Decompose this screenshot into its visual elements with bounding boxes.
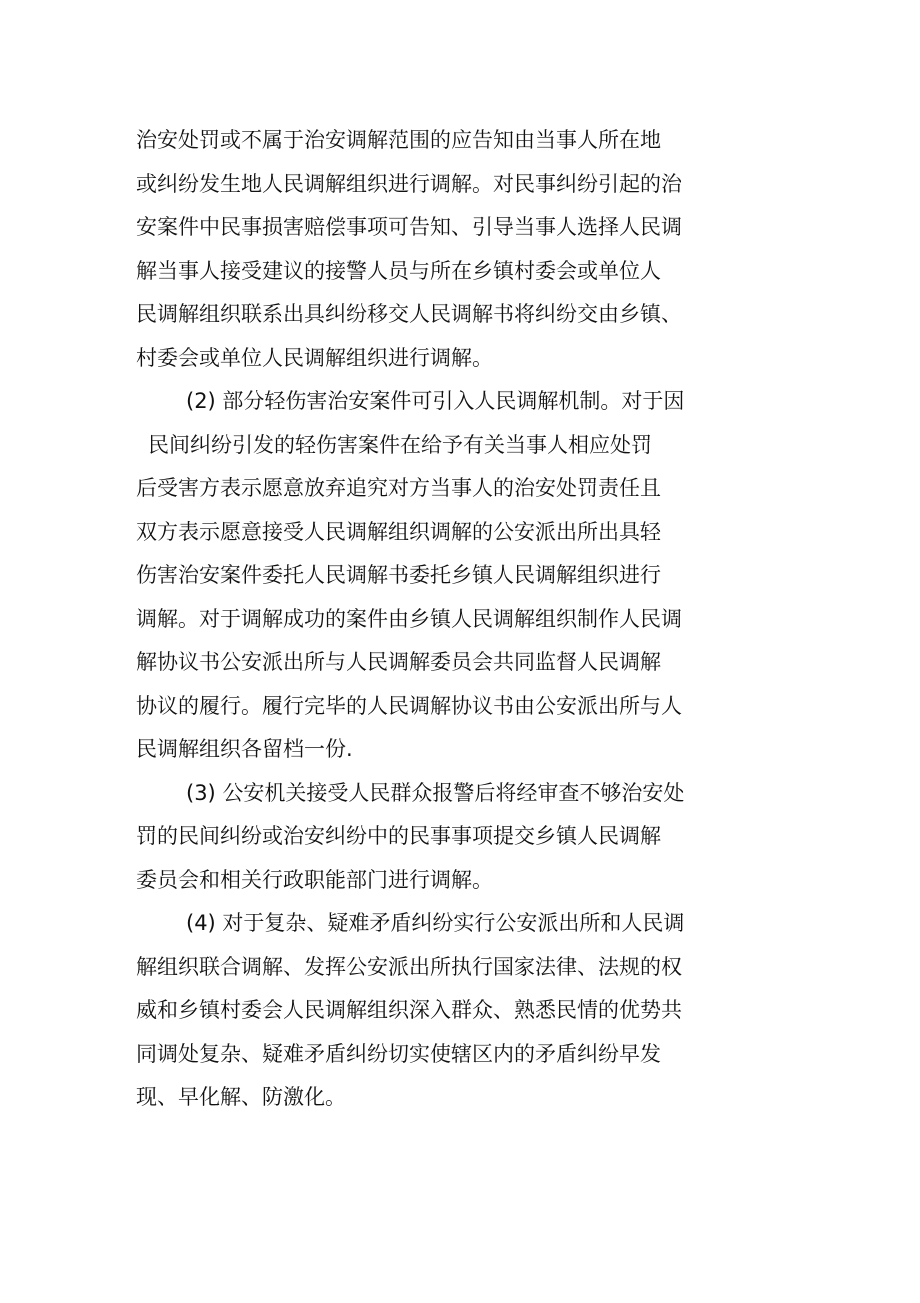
text-line: 伤害治安案件委托人民调解书委托乡镇人民调解组织进行 (136, 563, 661, 587)
text-line: 村委会或单位人民调解组织进行调解。 (136, 345, 493, 370)
text-line: 解组织联合调解、发挥公安派出所执行国家法律、法规的权 (136, 954, 682, 979)
text-line: 罚的民间纠纷或治安纠纷中的民事事项提交乡镇人民调解 (136, 824, 661, 848)
text-line: 民调解组织联系出具纠纷移交人民调解书将纠纷交由乡镇、 (136, 302, 682, 326)
text-line: 后受害方表示愿意放弃追究对方当事人的治安处罚责任且 (136, 476, 661, 500)
body-text (136, 119, 726, 1120)
text-line: 双方表示愿意接受人民调解组织调解的公安派出所出具轻 (136, 519, 661, 544)
text-line: 民间纠纷引发的轻伤害案件在给予有关当事人相应处罚 (148, 432, 652, 457)
text-line: 解当事人接受建议的接警人员与所在乡镇村委会或单位人 (136, 258, 661, 283)
text-line: 调解。对于调解成功的案件由乡镇人民调解组织制作人民调 (136, 606, 682, 631)
text-line: 民调解组织各留档一份. (136, 737, 353, 761)
text-line: 或纠纷发生地人民调解组织进行调解。对民事纠纷引起的治 (136, 171, 682, 196)
text-line: 现、早化解、防激化。 (136, 1085, 346, 1109)
paragraph-start-2: (2) 部分轻伤害治安案件可引入人民调解机制。对于因 (186, 389, 685, 413)
text-line: 委员会和相关行政职能部门进行调解。 (136, 867, 493, 892)
paragraph-start-3: (3) 公安机关接受人民群众报警后将经审查不够治安处 (186, 780, 685, 805)
text-line: 安案件中民事损害赔偿事项可告知、引导当事人选择人民调 (136, 215, 682, 239)
text-line: 协议的履行。履行完毕的人民调解协议书由公安派出所与人 (136, 693, 682, 718)
paragraph-start-4: (4) 对于复杂、疑难矛盾纠纷实行公安派出所和人民调 (186, 911, 685, 935)
text-line: 同调处复杂、疑难矛盾纠纷切实使辖区内的矛盾纠纷早发 (136, 1041, 661, 1066)
text-line: 威和乡镇村委会人民调解组织深入群众、熟悉民情的优势共 (136, 998, 682, 1022)
text-line: 解协议书公安派出所与人民调解委员会共同监督人民调解 (136, 650, 661, 674)
text-line: 治安处罚或不属于治安调解范围的应告知由当事人所在地 (136, 128, 661, 152)
